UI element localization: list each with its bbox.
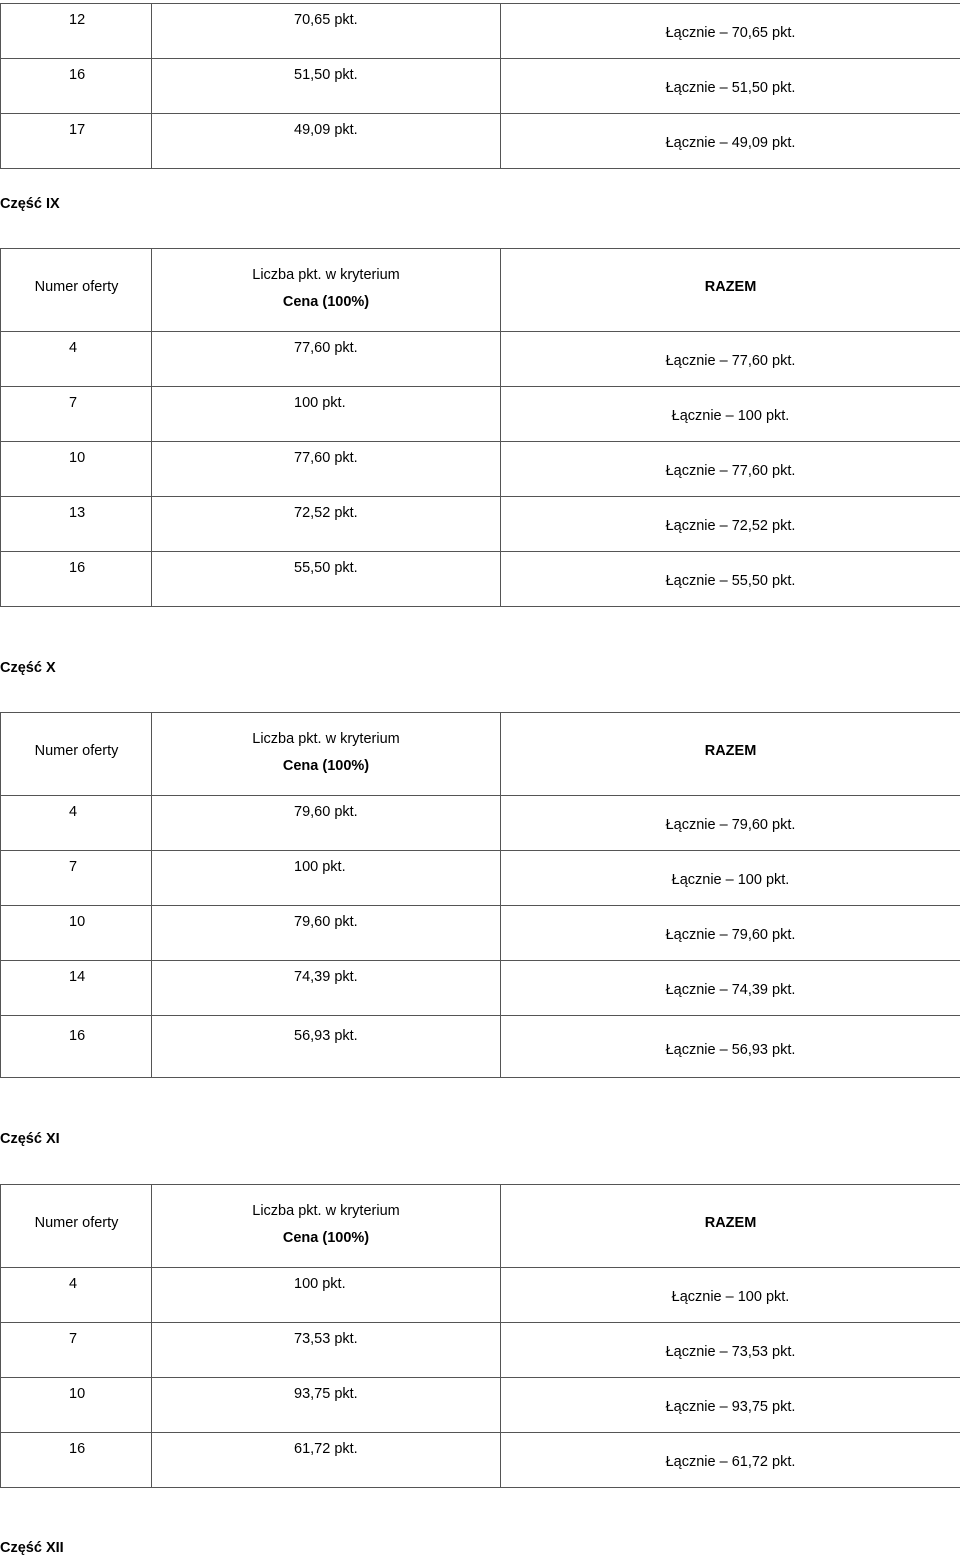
total-points: Łącznie – 79,60 pkt. — [665, 927, 796, 943]
header-criterion: Liczba pkt. w kryterium Cena (100%) — [252, 1203, 400, 1246]
criterion-points: 77,60 pkt. — [294, 450, 358, 466]
table-row — [1, 332, 960, 387]
total-points: Łącznie – 77,60 pkt. — [665, 353, 796, 369]
total-points: Łącznie – 100 pkt. — [671, 408, 790, 424]
criterion-points: 77,60 pkt. — [294, 340, 358, 356]
header-offer-number: Numer oferty — [34, 1215, 119, 1231]
total-points: Łącznie – 79,60 pkt. — [665, 817, 796, 833]
offer-number: 16 — [69, 1028, 86, 1044]
table-row — [1, 1433, 960, 1488]
total-points: Łącznie – 77,60 pkt. — [665, 463, 796, 479]
criterion-points: 55,50 pkt. — [294, 560, 358, 576]
criterion-points: 79,60 pkt. — [294, 914, 358, 930]
table-row — [1, 497, 960, 552]
section-title-ix: Część IX — [0, 196, 60, 212]
section-title-x: Część X — [0, 660, 56, 676]
total-points: Łącznie – 70,65 pkt. — [665, 25, 796, 41]
total-points: Łącznie – 74,39 pkt. — [665, 982, 796, 998]
criterion-points: 74,39 pkt. — [294, 969, 358, 985]
table-row — [1, 851, 960, 906]
total-points: Łącznie – 49,09 pkt. — [665, 135, 796, 151]
offer-number: 17 — [69, 122, 86, 138]
offer-number: 12 — [69, 12, 86, 28]
offer-number: 7 — [69, 395, 78, 411]
offer-number: 14 — [69, 969, 86, 985]
table-row — [1, 906, 960, 961]
offer-number: 16 — [69, 67, 86, 83]
results-table-xi — [0, 1184, 960, 1488]
total-points: Łącznie – 55,50 pkt. — [665, 573, 796, 589]
total-points: Łącznie – 56,93 pkt. — [665, 1042, 796, 1058]
results-table-ix — [0, 248, 960, 607]
header-razem: RAZEM — [704, 1215, 757, 1231]
table-row — [1, 1016, 960, 1078]
table-row — [1, 387, 960, 442]
table-row — [1, 961, 960, 1016]
offer-number: 13 — [69, 505, 86, 521]
table-row — [1, 1378, 960, 1433]
offer-number: 10 — [69, 914, 86, 930]
header-razem: RAZEM — [704, 279, 757, 295]
header-criterion: Liczba pkt. w kryterium Cena (100%) — [252, 731, 400, 774]
table-header-row — [1, 1185, 960, 1268]
criterion-points: 100 pkt. — [294, 1276, 346, 1292]
criterion-points: 100 pkt. — [294, 395, 346, 411]
criterion-points: 79,60 pkt. — [294, 804, 358, 820]
criterion-points: 73,53 pkt. — [294, 1331, 358, 1347]
header-offer-number: Numer oferty — [34, 743, 119, 759]
table-row — [1, 552, 960, 607]
total-points: Łącznie – 100 pkt. — [671, 872, 790, 888]
section-title-xi: Część XI — [0, 1131, 60, 1147]
table-row — [1, 442, 960, 497]
criterion-points: 56,93 pkt. — [294, 1028, 358, 1044]
table-row — [1, 796, 960, 851]
offer-number: 4 — [69, 804, 78, 820]
criterion-points: 70,65 pkt. — [294, 12, 358, 28]
total-points: Łącznie – 61,72 pkt. — [665, 1454, 796, 1470]
offer-number: 7 — [69, 1331, 78, 1347]
offer-number: 10 — [69, 1386, 86, 1402]
table-row — [1, 59, 960, 114]
offer-number: 4 — [69, 340, 78, 356]
table-row — [1, 1323, 960, 1378]
total-points: Łącznie – 51,50 pkt. — [665, 80, 796, 96]
total-points: Łącznie – 73,53 pkt. — [665, 1344, 796, 1360]
header-criterion: Liczba pkt. w kryterium Cena (100%) — [252, 267, 400, 310]
header-razem: RAZEM — [704, 743, 757, 759]
results-table-x — [0, 712, 960, 1078]
offer-number: 16 — [69, 560, 86, 576]
table-row — [1, 114, 960, 169]
section-title-xii: Część XII — [0, 1540, 64, 1556]
table-row — [1, 4, 960, 59]
criterion-points: 72,52 pkt. — [294, 505, 358, 521]
offer-number: 16 — [69, 1441, 86, 1457]
header-offer-number: Numer oferty — [34, 279, 119, 295]
criterion-points: 93,75 pkt. — [294, 1386, 358, 1402]
offer-number: 7 — [69, 859, 78, 875]
total-points: Łącznie – 93,75 pkt. — [665, 1399, 796, 1415]
offer-number: 4 — [69, 1276, 78, 1292]
table-header-row — [1, 713, 960, 796]
offer-number: 10 — [69, 450, 86, 466]
results-table-continued — [0, 3, 960, 169]
table-row — [1, 1268, 960, 1323]
criterion-points: 61,72 pkt. — [294, 1441, 358, 1457]
total-points: Łącznie – 100 pkt. — [671, 1289, 790, 1305]
criterion-points: 49,09 pkt. — [294, 122, 358, 138]
total-points: Łącznie – 72,52 pkt. — [665, 518, 796, 534]
table-header-row — [1, 249, 960, 332]
criterion-points: 51,50 pkt. — [294, 67, 358, 83]
criterion-points: 100 pkt. — [294, 859, 346, 875]
